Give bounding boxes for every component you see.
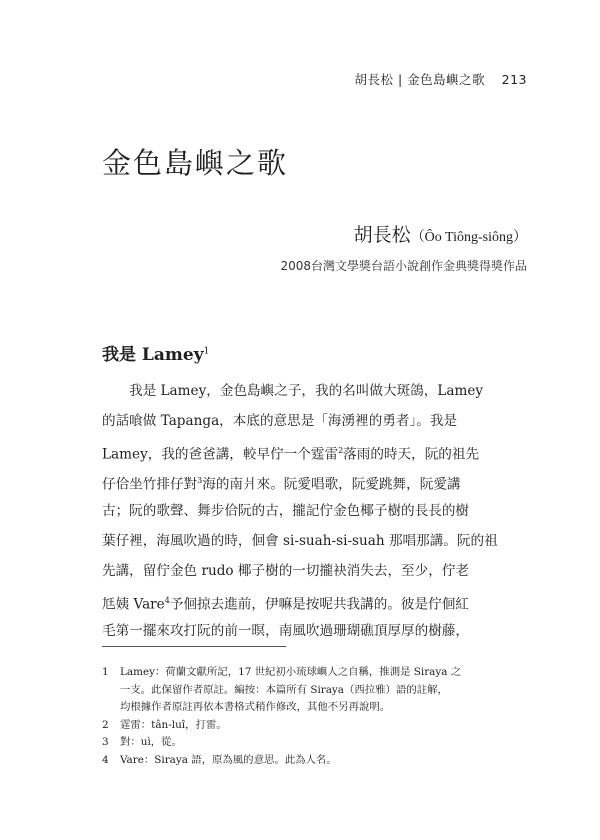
body-line-text: 海的南爿來。阮愛唱歌，阮愛跳舞，阮愛講	[202, 476, 461, 493]
footnote-line	[102, 752, 527, 770]
running-head-work: 金色島嶼之歌	[407, 72, 486, 87]
author-name: 胡長松	[353, 224, 411, 246]
body-line	[102, 376, 527, 406]
footnote-line	[102, 717, 527, 735]
body-line	[102, 526, 527, 556]
footnote-text: Vare：Siraya 語，原為風的意思。此為人名。	[120, 753, 337, 766]
footnote-text: Lamey：荷蘭文獻所記，17 世紀初小琉球嶼人之自稱，推測是 Siraya 之	[120, 666, 462, 678]
footnote-text: 一支。此保留作者原註。編按：本篇所有 Siraya（西拉雅）語的註解，	[120, 683, 448, 696]
body-line	[102, 406, 527, 436]
footnote-ref: 1	[203, 346, 210, 357]
award-note: 2008台灣文學獎台語小說創作金典獎得獎作品	[280, 259, 527, 273]
body-line-text: 仔佮坐竹排仔對	[102, 476, 198, 493]
section-heading	[102, 340, 209, 365]
footnote-line	[102, 682, 527, 700]
running-head	[90, 70, 527, 88]
body-line-text: 予佪掠去進前，伊嘛是按呢共我講的。彼是佇佪紅	[169, 596, 469, 613]
footnote-number: 1	[102, 666, 109, 678]
body-line-text: 的話喰做 Tapanga，本底的意思是「海湧裡的勇者」。我是	[102, 413, 458, 429]
footnote-number: 3	[102, 736, 109, 748]
body-line-text: 古；阮的歌聲、舞步佮阮的古，攏記佇金色椰子樹的長長的樹	[102, 503, 470, 519]
body-line	[102, 586, 527, 616]
footnote-ref: 3	[197, 476, 203, 485]
page-number: 213	[501, 72, 527, 87]
footnotes	[102, 664, 527, 769]
body-text	[102, 376, 527, 646]
body-line	[102, 436, 527, 466]
section-heading-text: 我是 Lamey	[102, 345, 204, 365]
chapter-title: 金色島嶼之歌	[102, 146, 289, 180]
footnote-divider	[102, 646, 286, 647]
author-line	[90, 220, 527, 247]
body-line-text: 毛第一擺來攻打阮的前一暝，南風吹過珊瑚礁頂厚厚的樹藤，	[102, 623, 470, 639]
running-head-separator: |	[397, 72, 403, 87]
footnote-ref: 2	[338, 446, 344, 455]
footnote-text: 霆雷：tân-luî，打雷。	[120, 718, 227, 731]
body-line	[102, 466, 527, 496]
body-line-text: 葉仔裡，海風吹過的時，佪會 si-suah-si-suah 那唱那講。阮的祖	[102, 533, 498, 549]
footnote-ref: 4	[164, 596, 170, 605]
body-line-text: Lamey，我的爸爸講，較早佇一个霆雷	[102, 446, 339, 463]
footnote-text: 對：uì，從。	[120, 736, 182, 748]
footnote-line	[102, 699, 527, 717]
footnote-number	[102, 682, 120, 700]
footnote-number: 4	[102, 753, 109, 766]
running-head-author: 胡長松	[354, 72, 394, 87]
footnote-number: 2	[102, 718, 109, 731]
body-line	[102, 616, 527, 646]
body-line-text: 尪姨 Vare	[102, 596, 165, 613]
body-line	[102, 496, 527, 526]
author-romanized: （Ôo Tiông-siông）	[410, 230, 527, 245]
body-line	[102, 556, 527, 586]
footnote-number	[102, 699, 120, 717]
body-line-text: 先講，留佇金色 rudo 椰子樹的一切攏袂消失去，至少，佇老	[102, 563, 470, 579]
footnote-line	[102, 664, 527, 682]
body-line-text: 落雨的時天，阮的祖先	[343, 446, 480, 463]
footnote-text: 均根據作者原註再依本書格式稍作修改，其他不另再說明。	[120, 701, 391, 713]
body-line-text: 我是 Lamey，金色島嶼之子，我的名叫做大斑鴿，Lamey	[129, 383, 484, 399]
footnote-line	[102, 734, 527, 752]
